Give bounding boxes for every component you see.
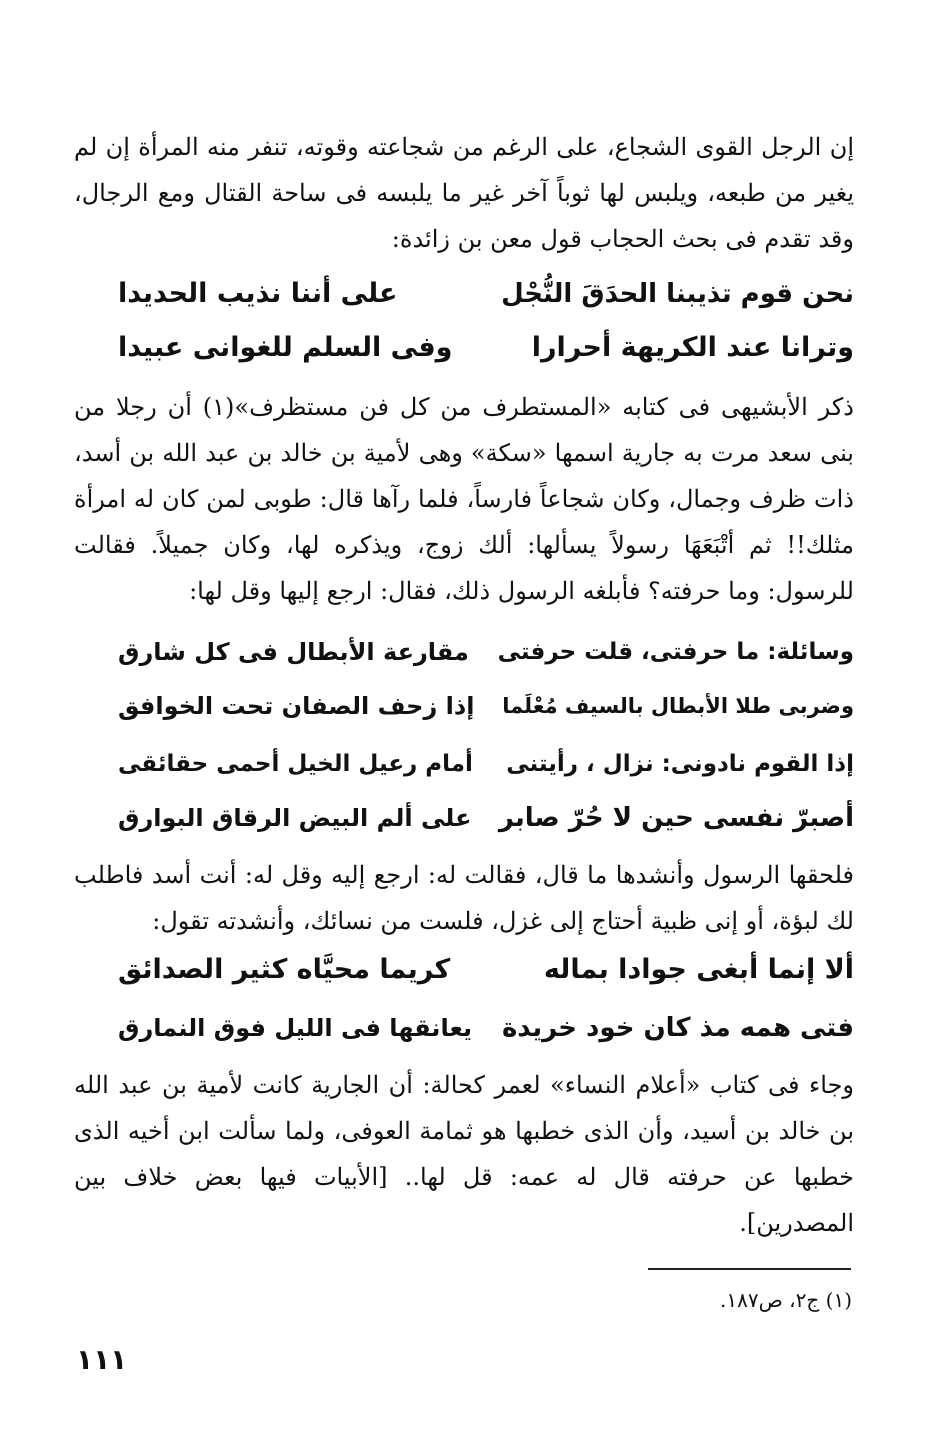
page-number: ١١١	[76, 1343, 128, 1376]
verse-hemistich-first: ألا إنما أبغى جوادا بماله	[543, 954, 854, 985]
verse-hemistich-first: نحن قوم تذيبنا الحدَقَ النُّجْل	[501, 279, 854, 309]
verse-hemistich-first: أصبرّ نفسى حين لا حُرّ صابر	[498, 803, 854, 833]
verse-line	[118, 738, 854, 790]
verse-hemistich-first: وترانا عند الكريهة أحرارا	[531, 332, 854, 363]
verse-hemistich-first: وضربى طلا الأبطال بالسيف مُعْلَما	[502, 694, 854, 718]
verse-line	[118, 1002, 854, 1054]
verse-hemistich-first: فتى همه مذ كان خود خريدة	[501, 1013, 854, 1043]
verse-line	[118, 792, 854, 844]
footnote-divider	[648, 1268, 851, 1270]
footnote: (١) ج٢، ص١٨٧.	[720, 1288, 852, 1312]
verse-hemistich-second: على أننا نذيب الحديدا	[118, 278, 398, 309]
verse-line	[118, 268, 854, 320]
paragraph-4: وجاء فى كتاب «أعلام النساء» لعمر كحالة: أن الجارية كانت لأمية بن عبد الله بن خالد بن أسيد، وأن الذى خطبها هو ثمامة العوفى، ولما سألت ابن أخيه الذى خطبها عن حرفته قال له عمه: قل لها.. [الأبيات فيها بعض خلاف بين المصدرين].	[74, 1071, 854, 1237]
verse-hemistich-first: إذا القوم نادونى: نزال ، رأيتنى	[506, 751, 854, 777]
verse-line	[118, 680, 854, 732]
paragraph-2: ذكر الأبشيهى فى كتابه «المستطرف من كل فن مستظرف»(١) أن رجلا من بنى سعد مرت به جارية اسمها «سكة» وهى لأمية بن خالد بن عبد الله بن أسد، ذات ظرف وجمال، وكان شجاعاً فارساً، فلما رآها قال: طوبى لمن كان له امرأة مثلك!! ثم أتْبَعَهَا رسولاً يسألها: ألك زوج، ويذكره لها، وكان جميلاً. فقالت للرسول: وما حرفته؟ فأبلغه الرسول ذلك، فقال: ارجع إليها وقل لها:	[74, 393, 854, 605]
paragraph-1: إن الرجل القوى الشجاع، على الرغم من شجاعته وقوته، تنفر منه المرأة إن لم يغير من طبعه، ويلبس لها ثوباً آخر غير ما يلبسه فى ساحة القتال ومع الرجال، وقد تقدم فى بحث الحجاب قول معن بن زائدة:	[74, 133, 854, 253]
verse-hemistich-second: على ألم البيض الرقاق البوارق	[118, 804, 472, 832]
verse-hemistich-second: مقارعة الأبطال فى كل شارق	[118, 638, 469, 666]
verse-line	[118, 322, 854, 374]
verse-hemistich-second: يعانقها فى الليل فوق النمارق	[118, 1014, 473, 1042]
verse-hemistich-second: كريما محيَّاه كثير الصدائق	[118, 954, 451, 985]
verse-line	[118, 944, 854, 996]
verse-hemistich-second: أمام رعيل الخيل أحمى حقائقى	[118, 751, 473, 777]
verse-hemistich-second: وفى السلم للغوانى عبيدا	[118, 332, 453, 363]
verse-hemistich-first: وسائلة: ما حرفتى، قلت حرفتى	[497, 639, 854, 665]
verse-line	[118, 626, 854, 678]
verse-hemistich-second: إذا زحف الصفان تحت الخوافق	[118, 692, 475, 720]
paragraph-3: فلحقها الرسول وأنشدها ما قال، فقالت له: ارجع إليه وقل له: أنت أسد فاطلب لك لبؤة، أو إنى ظبية أحتاج إلى غزل، فلست من نسائك، وأنشدته تقول:	[74, 861, 854, 935]
